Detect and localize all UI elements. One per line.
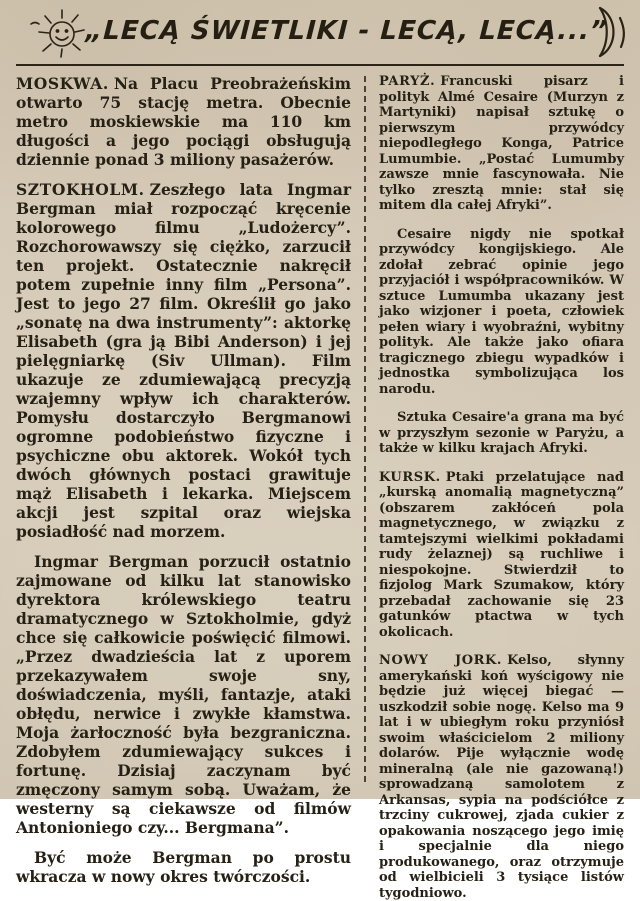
news-item: [16, 552, 351, 837]
item-text: Cesaire nigdy nie spotkał przywódcy kongijskiego. Ale zdołał zebrać opinie jego przyjaciół i współpracowników. W sztuce Lumumba ukazany jest jako wizjoner i poeta, człowiek pełen wiary i wyobraźni, wybitny polityk. Ale także jako ofiara tragicznego zbiegu wypadków i jednostka symbolizująca los narodu.: [379, 226, 624, 397]
news-item: [379, 227, 624, 398]
masthead: [0, 0, 640, 62]
item-text: Ingmar Bergman porzucił ostatnio zajmowane od kilku lat stanowisko dyrektora królewskiego teatru dramatycznego w Sztokholmie, gdyż chce się całkowicie poświęcić filmowi. „Przez dwadzieścia lat z uporem przekazywałem swoje sny, doświadczenia, myśli, fantazje, ataki obłędu, nerwice i zwykłe kłamstwa. Moja żarłoczność była bezgraniczna. Zdobyłem zdumiewający sukces i fortunę. Dzisiaj zaczynam być zmęczony samym sobą. Uważam, że westerny są ciekawsze od filmów Antonioniego czy... Bergmana”.: [16, 552, 351, 837]
news-item: [379, 653, 624, 901]
item-text: Zeszłego lata Ingmar Bergman miał rozpocząć kręcenie kolorowego filmu „Ludożercy”. Rozchorowawszy się ciężko, zarzucił ten projekt. Ostatecznie nakręcił potem zupełnie inny film „Persona”. Jest to jego 27 film. Określił go jako „sonatę na dwa instrumenty”: aktorkę Elisabeth (gra ją Bibi Anderson) i jej pielęgniarkę (Siv Ullman). Film ukazuje ze zdumiewającą precyzją wzajemny wpływ ich charakterów. Pomysłu dostarczyło Bergmanowi ogromne podobieństwo fizyczne i psychiczne obu aktorek. Wokół tych dwóch głównych postaci grawituje mąż Elisabeth i lekarka. Miejscem akcji jest szpital oraz wiejska posiadłość nad morzem.: [16, 180, 351, 541]
news-item: [16, 180, 351, 541]
dateline: MOSKWA.: [16, 74, 109, 93]
news-item: [379, 470, 624, 641]
item-text: Na Placu Preobrażeńskim otwarto 75 stację metra. Obecnie metro moskiewskie ma 110 km długości a jego pociągi obsługują dziennie ponad 3 miliony pasażerów.: [16, 74, 351, 169]
item-text: Być może Bergman po prostu wkracza w nowy okres twórczości.: [16, 848, 351, 886]
dateline: KURSK.: [379, 469, 441, 485]
item-text: Francuski pisarz i polityk Almé Cesaire (Murzyn z Martyniki) napisał sztukę o pierwszym przywódcy niepodległego Konga, Patrice Lumumbie. „Postać Lumumby zawsze mnie fascynowała. Nie tylko zresztą mnie: stał się mitem dla całej Afryki”.: [379, 74, 624, 213]
dateline: PARYŻ.: [379, 74, 436, 89]
dateline: NOWY JORK.: [379, 653, 503, 668]
article-columns: [0, 72, 640, 901]
news-item: [16, 74, 351, 169]
news-item: [379, 74, 624, 214]
clipping-title: „LECĄ ŚWIETLIKI - LECĄ, LECĄ...”: [84, 16, 609, 46]
column-left: [16, 74, 364, 886]
dateline: SZTOKHOLM.: [16, 180, 145, 199]
masthead-divider-rule: [16, 64, 624, 66]
item-text: Sztuka Cesaire'a grana ma być w przyszłym sezonie w Paryżu, a także w kilku krajach Afryki.: [379, 410, 624, 456]
news-item: [16, 848, 351, 886]
item-text: Kelso, słynny amerykański koń wyścigowy nie będzie już więcej biegać — uszkodził sobie nogę. Kelso ma 9 lat i w ubiegłym roku przyniósł swoim właścicielom 2 miliony dolarów. Pije wyłącznie wodę mineralną (ale nie gazowaną!) sprowadzaną samolotem z Arkansas, sypia na podściółce z trzciny cukrowej, zjada cukier z opakowania noszącego jego imię i specjalnie dla niego produkowanego, oraz otrzymuje od wielbicieli 3 tysiące listów tygodniowo.: [379, 653, 624, 901]
crescent-moon-doodle-icon: [590, 4, 628, 60]
column-right: [366, 74, 624, 901]
news-item: [379, 410, 624, 457]
item-text: Ptaki przelatujące nad „kurską anomalią magnetyczną” (obszarem zakłóceń pola magnetycznego, w związku z tamtejszymi wielkimi pokładami rudy żelaznej) są ruchliwe i niespokojne. Stwierdził to fizjolog Mark Szumakow, który przebadał zachowanie się 23 gatunków ptactwa w tych okolicach.: [379, 469, 624, 640]
